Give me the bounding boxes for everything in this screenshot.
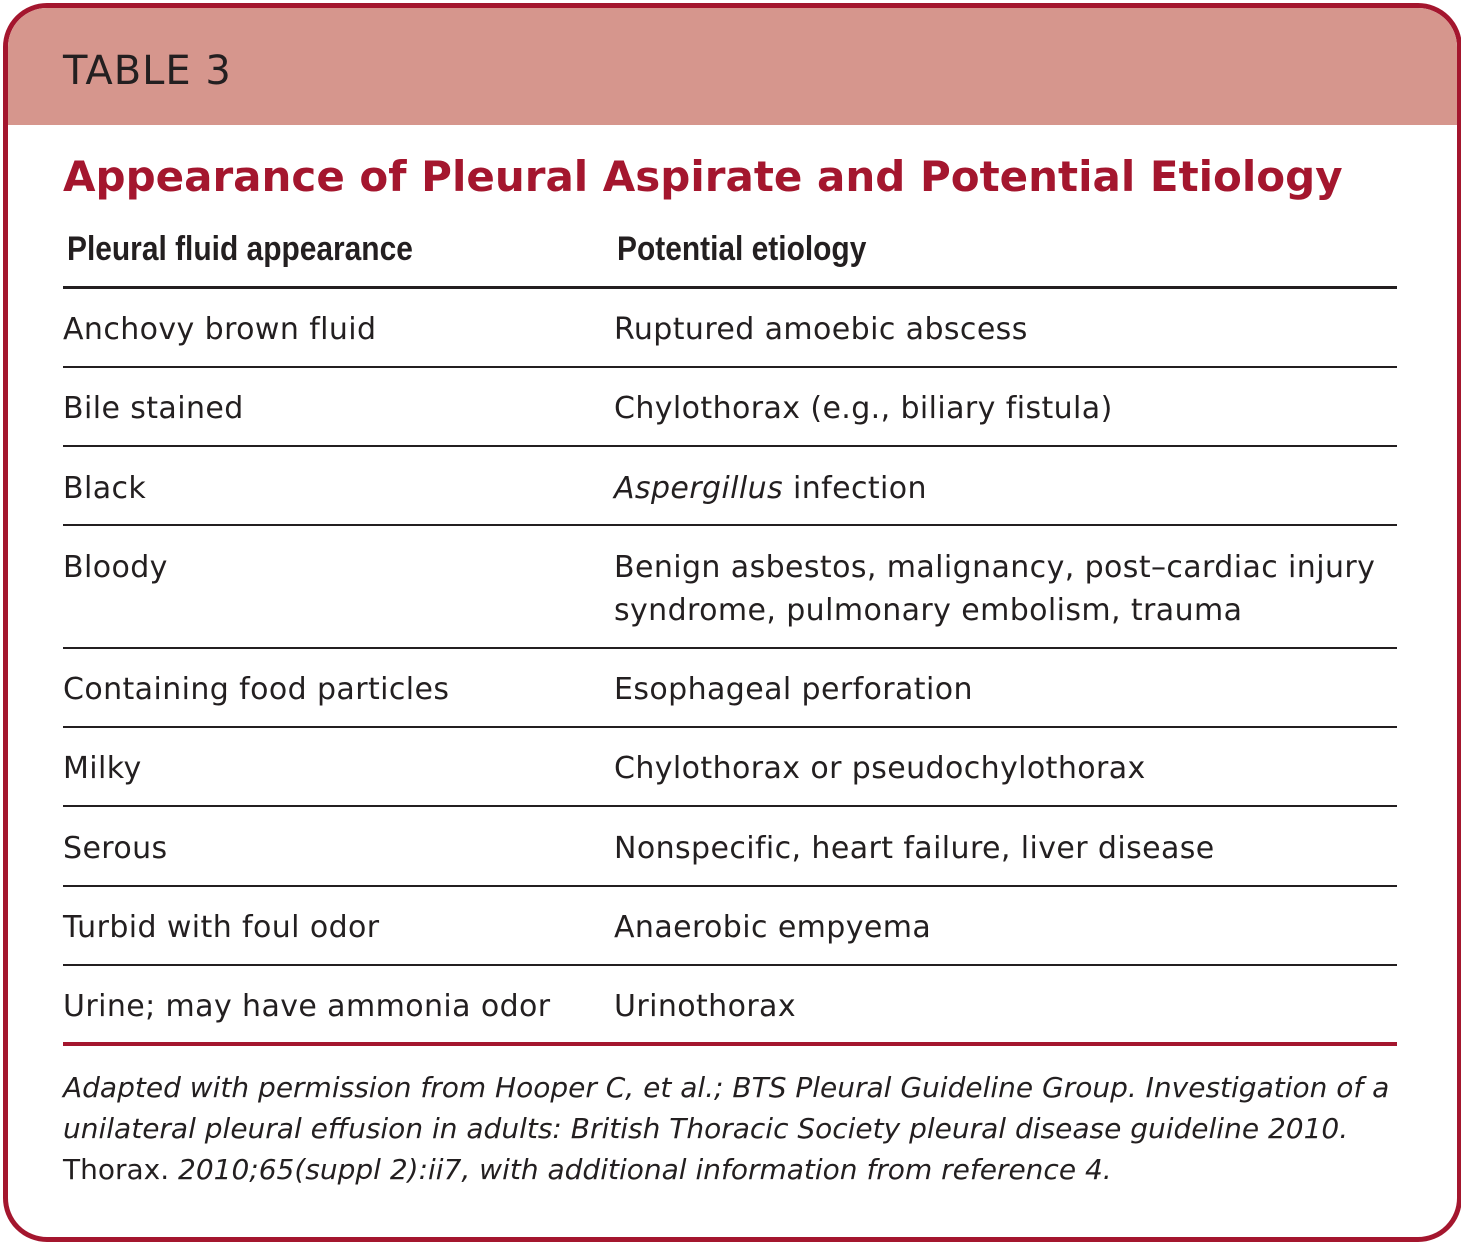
- cell-etiology: Anaerobic empyema: [614, 910, 932, 945]
- row-divider: [63, 726, 1397, 728]
- cell-etiology: Chylothorax or pseudochylothorax: [614, 751, 1146, 786]
- cell-appearance: Bile stained: [63, 391, 244, 426]
- footnote-part1: Adapted with permission from Hooper C, et al.; BTS Pleural Guideline Group. Investigation of a unilateral pleural effusion in adults: British Thoracic Society pleural disease guideline 2010.: [63, 1071, 1390, 1145]
- cell-appearance: Containing food particles: [63, 672, 450, 707]
- row-divider: [63, 805, 1397, 807]
- cell-etiology-rest: infection: [783, 471, 927, 506]
- table-title: Appearance of Pleural Aspirate and Potential Etiology: [63, 152, 1343, 201]
- header-rule: [63, 286, 1397, 289]
- cell-etiology: Esophageal perforation: [614, 672, 973, 707]
- table-frame: [3, 3, 1461, 1242]
- row-divider: [63, 524, 1397, 526]
- footnote: [63, 1067, 1413, 1190]
- cell-appearance: Serous: [63, 831, 168, 866]
- row-divider: [63, 647, 1397, 649]
- row-divider: [63, 964, 1397, 966]
- row-divider: [63, 445, 1397, 447]
- footnote-part2: 2010;65(suppl 2):ii7, with additional information from reference 4.: [178, 1153, 1112, 1186]
- cell-etiology: Ruptured amoebic abscess: [614, 312, 1028, 347]
- table-bottom-rule: [63, 1042, 1397, 1046]
- cell-etiology-italic: Aspergillus: [614, 471, 784, 506]
- cell-appearance: Turbid with foul odor: [63, 910, 380, 945]
- cell-appearance: Bloody: [63, 550, 168, 585]
- cell-appearance: Milky: [63, 751, 142, 786]
- cell-appearance: Black: [63, 471, 147, 506]
- cell-etiology: [614, 467, 1414, 510]
- cell-etiology: Urinothorax: [614, 989, 796, 1024]
- header-band: [8, 8, 1457, 125]
- cell-etiology: Chylothorax (e.g., biliary fistula): [614, 391, 1113, 426]
- column-header-appearance: Pleural fluid appearance: [67, 230, 413, 268]
- row-divider: [63, 366, 1397, 368]
- cell-etiology: Benign asbestos, malignancy, post–cardiac injury syndrome, pulmonary embolism, trauma: [614, 550, 1376, 628]
- column-header-etiology: Potential etiology: [617, 230, 867, 268]
- cell-appearance: Anchovy brown fluid: [63, 312, 377, 347]
- footnote-journal: Thorax.: [63, 1153, 170, 1186]
- row-divider: [63, 885, 1397, 887]
- table-label: TABLE 3: [63, 48, 232, 94]
- cell-appearance: Urine; may have ammonia odor: [63, 989, 551, 1024]
- cell-etiology: Nonspecific, heart failure, liver disease: [614, 831, 1215, 866]
